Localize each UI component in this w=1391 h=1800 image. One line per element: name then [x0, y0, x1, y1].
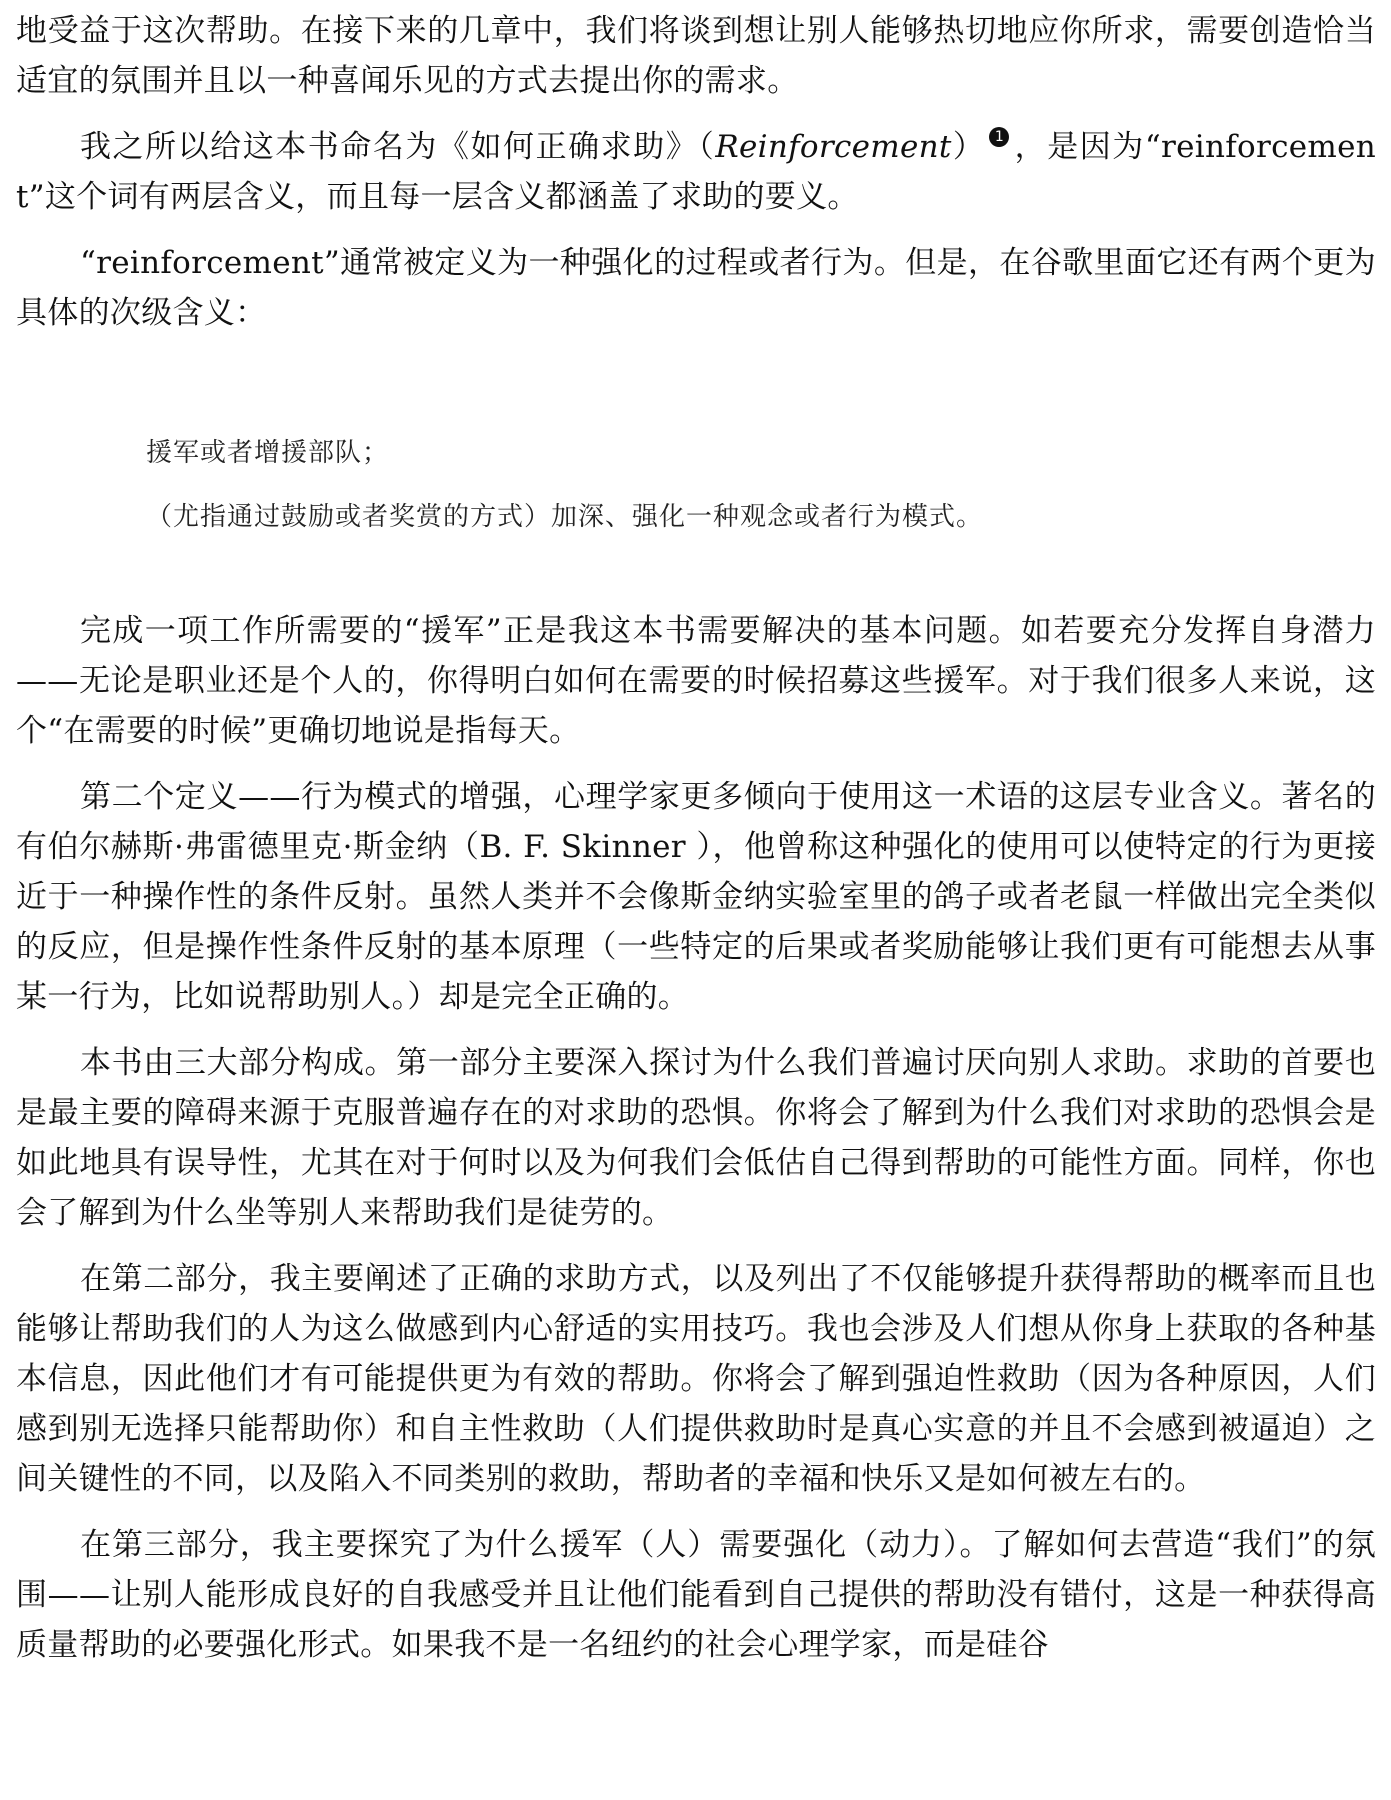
book-page: [16, 6, 1376, 1670]
paragraph-continuation: 地受益于这次帮助。在接下来的几章中，我们将谈到想让别人能够热切地应你所求，需要创造恰当适宜的氛围并且以一种喜闻乐见的方式去提出你的需求。: [16, 13, 1376, 99]
book-title-english: Reinforcement: [715, 129, 952, 165]
definition-line-2: （尤指通过鼓励或者奖赏的方式）加深、强化一种观念或者行为模式。: [146, 502, 984, 532]
definition-quote-block: [16, 434, 1376, 536]
paragraph-reinforcements: 完成一项工作所需要的“援军”正是我这本书需要解决的基本问题。如若要充分发挥自身潜力——无论是职业还是个人的，你得明白如何在需要的时候招募这些援军。对于我们很多人来说，这个“在需要的时候”更确切地说是指每天。: [16, 613, 1376, 749]
paragraph-part-two: 在第二部分，我主要阐述了正确的求助方式，以及列出了不仅能够提升获得帮助的概率而且也能够让帮助我们的人为这么做感到内心舒适的实用技巧。我也会涉及人们想从你身上获取的各种基本信息，因此他们才有可能提供更为有效的帮助。你将会了解到强迫性救助（因为各种原因，人们感到别无选择只能帮助你）和自主性救助（人们提供救助时是真心实意的并且不会感到被逼迫）之间关键性的不同，以及陷入不同类别的救助，帮助者的幸福和快乐又是如何被左右的。: [16, 1261, 1376, 1497]
paragraph-second-definition: 第二个定义——行为模式的增强，心理学家更多倾向于使用这一术语的这层专业含义。著名的有伯尔赫斯·弗雷德里克·斯金纳（B. F. Skinner ），他曾称这种强化的使用可以使特定的行为更接近于一种操作性的条件反射。虽然人类并不会像斯金纳实验室里的鸽子或者老鼠一样做出完全类似的反应，但是操作性条件反射的基本原理（一些特定的后果或者奖励能够让我们更有可能想去从事某一行为，比如说帮助别人。）却是完全正确的。: [16, 779, 1376, 1015]
paragraph-definition-intro: “reinforcement”通常被定义为一种强化的过程或者行为。但是，在谷歌里面它还有两个更为具体的次级含义：: [16, 245, 1376, 331]
paragraph-part-three: 在第三部分，我主要探究了为什么援军（人）需要强化（动力）。了解如何去营造“我们”的氛围——让别人能形成良好的自我感受并且让他们能看到自己提供的帮助没有错付，这是一种获得高质量帮助的必要强化形式。如果我不是一名纽约的社会心理学家，而是硅谷: [16, 1527, 1376, 1663]
definition-line-1: 援军或者增援部队；: [146, 438, 390, 468]
paragraph-book-title-start: 我之所以给这本书命名为《如何正确求助》（: [80, 129, 716, 165]
paragraph-book-title-rest: ，是因为“reinforcement”这个词有两层含义，而且每一层含义都涵盖了求助的要义。: [16, 129, 1376, 215]
paragraph-book-title: [16, 122, 1376, 222]
paragraph-part-one: 本书由三大部分构成。第一部分主要深入探讨为什么我们普遍讨厌向别人求助。求助的首要也是最主要的障碍来源于克服普遍存在的对求助的恐惧。你将会了解到为什么我们对求助的恐惧会是如此地具有误导性，尤其在对于何时以及为何我们会低估自己得到帮助的可能性方面。同样，你也会了解到为什么坐等别人来帮助我们是徒劳的。: [16, 1045, 1376, 1231]
book-title-close-paren: ）: [951, 129, 986, 165]
footnote-marker-1[interactable]: 1: [989, 127, 1009, 147]
